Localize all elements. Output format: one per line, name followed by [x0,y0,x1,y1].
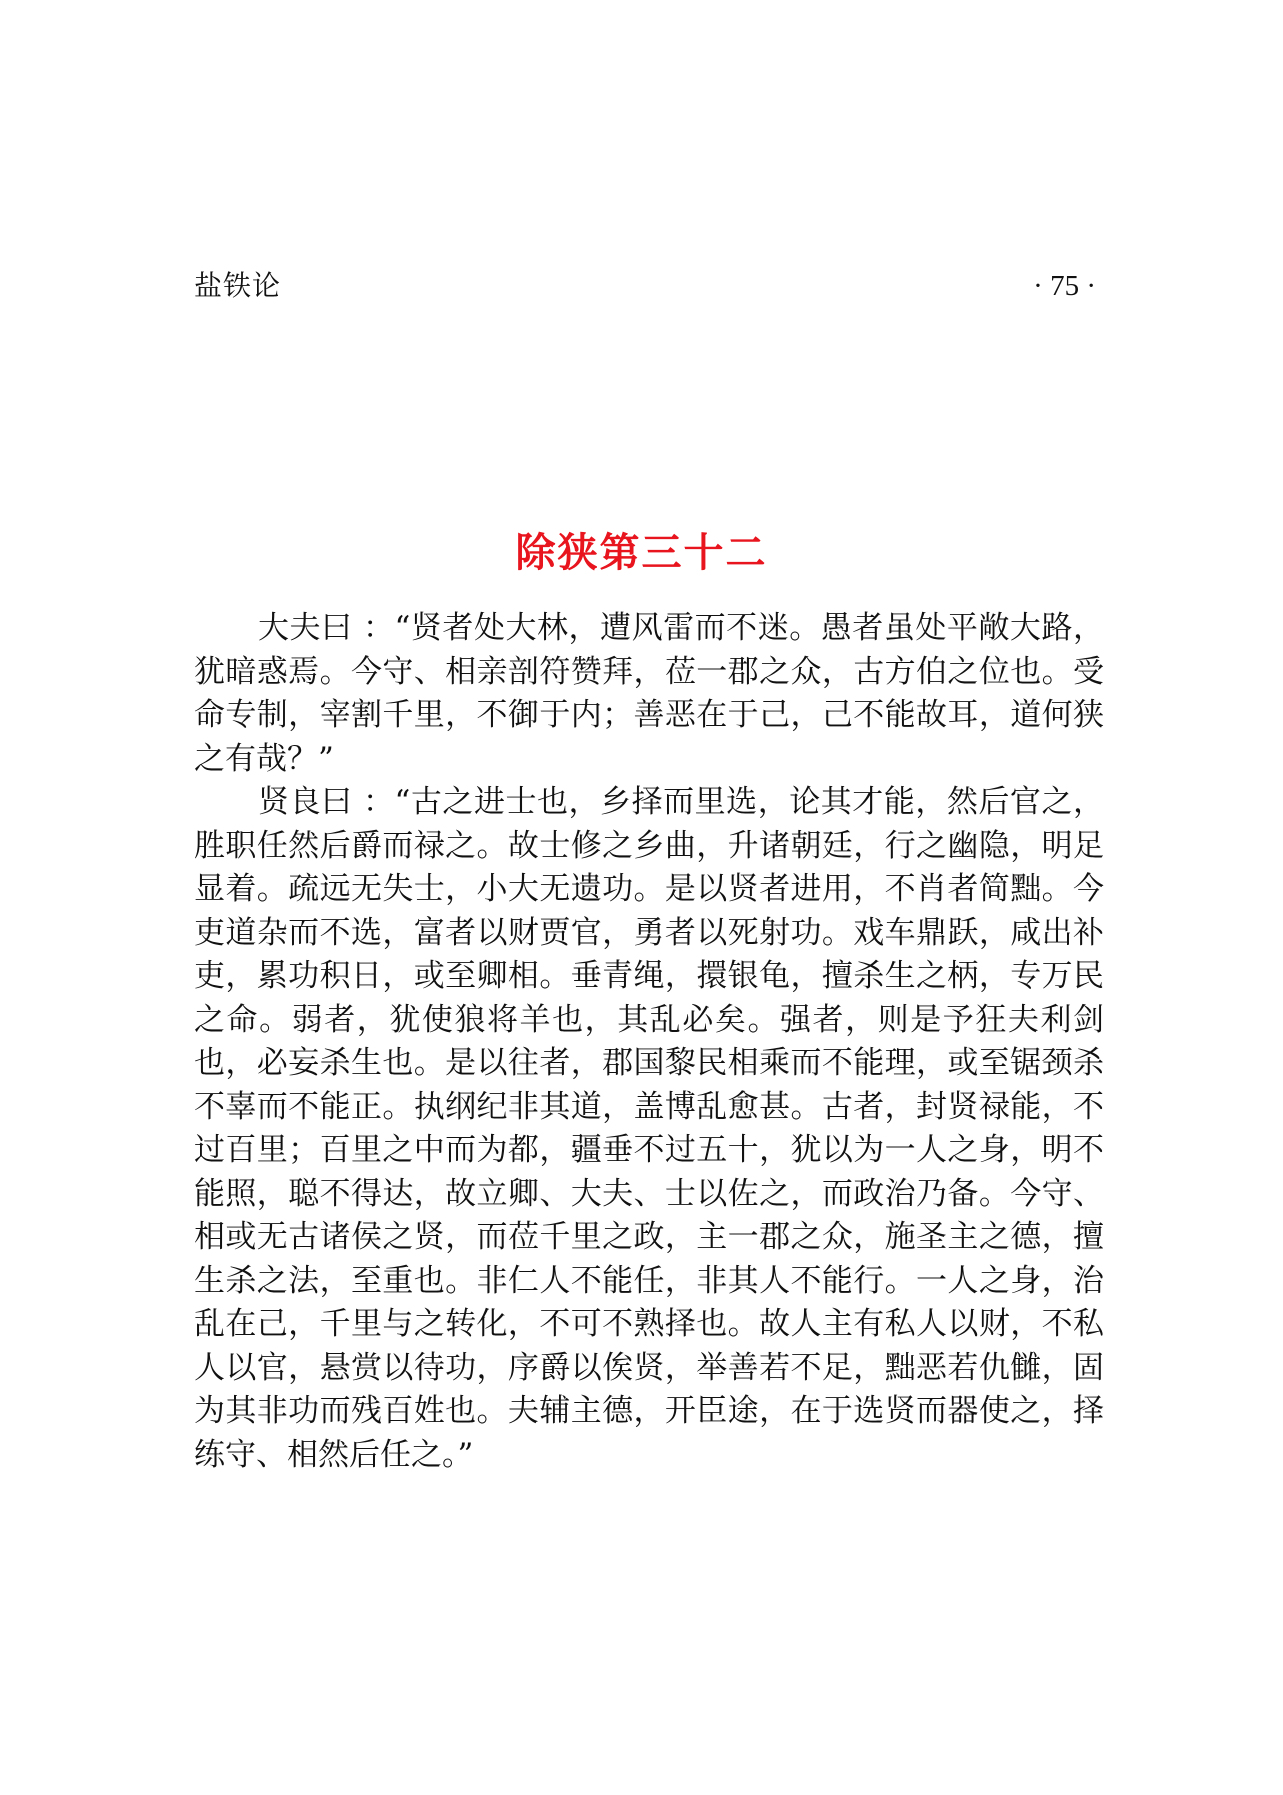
book-title: 盐铁论 [194,269,282,302]
body-text [194,607,1104,1477]
page-header [194,266,1096,306]
paragraph-daifu: 大夫曰 ：“贤者处大林，遭风雷而不迷。愚者虽处平敞大路，犹暗惑焉。今守、相亲剖符赞拜，莅一郡之众，古方伯之位也。受命专制，宰割千里，不御于内；善恶在于己，己不能故耳，道何狭之有哉？” [194,610,1104,777]
chapter-title: 除狭第三十二 [515,529,768,576]
paragraph-xianliang: 贤良曰 ：“古之进士也，乡择而里选，论其才能，然后官之，胜职任然后爵而禄之。故士修之乡曲，升诸朝廷，行之幽隐，明足显着。疏远无失士，小大无遗功。是以贤者进用，不肖者简黜。今吏道杂而不选，富者以财贾官，勇者以死射功。戏车鼎跃，咸出补吏，累功积日，或至卿相。垂青绳，擐银龟，擅杀生之柄，专万民之命。弱者，犹使狼将羊也，其乱必矣。强者，则是予狂夫利剑也，必妄杀生也。是以往者，郡国黎民相乘而不能理，或至锯颈杀不辜而不能正。执纲纪非其道，盖博乱愈甚。古者，封贤禄能，不过百里；百里之中而为都，疆垂不过五十，犹以为一人之身，明不能照，聪不得达，故立卿、大夫、士以佐之，而政治乃备。今守、相或无古诸侯之贤，而莅千里之政，主一郡之众，施圣主之德，擅生杀之法，至重也。非仁人不能任，非其人不能行。一人之身，治乱在己，千里与之转化，不可不熟择也。故人主有私人以财，不私人以官，悬赏以待功，序爵以俟贤，举善若不足，黜恶若仇雠，固为其非功而残百姓也。夫辅主德，开臣途，在于选贤而器使之，择练守、相然后任之。” [194,784,1104,1473]
page-number: · 75 · [1033,270,1096,302]
